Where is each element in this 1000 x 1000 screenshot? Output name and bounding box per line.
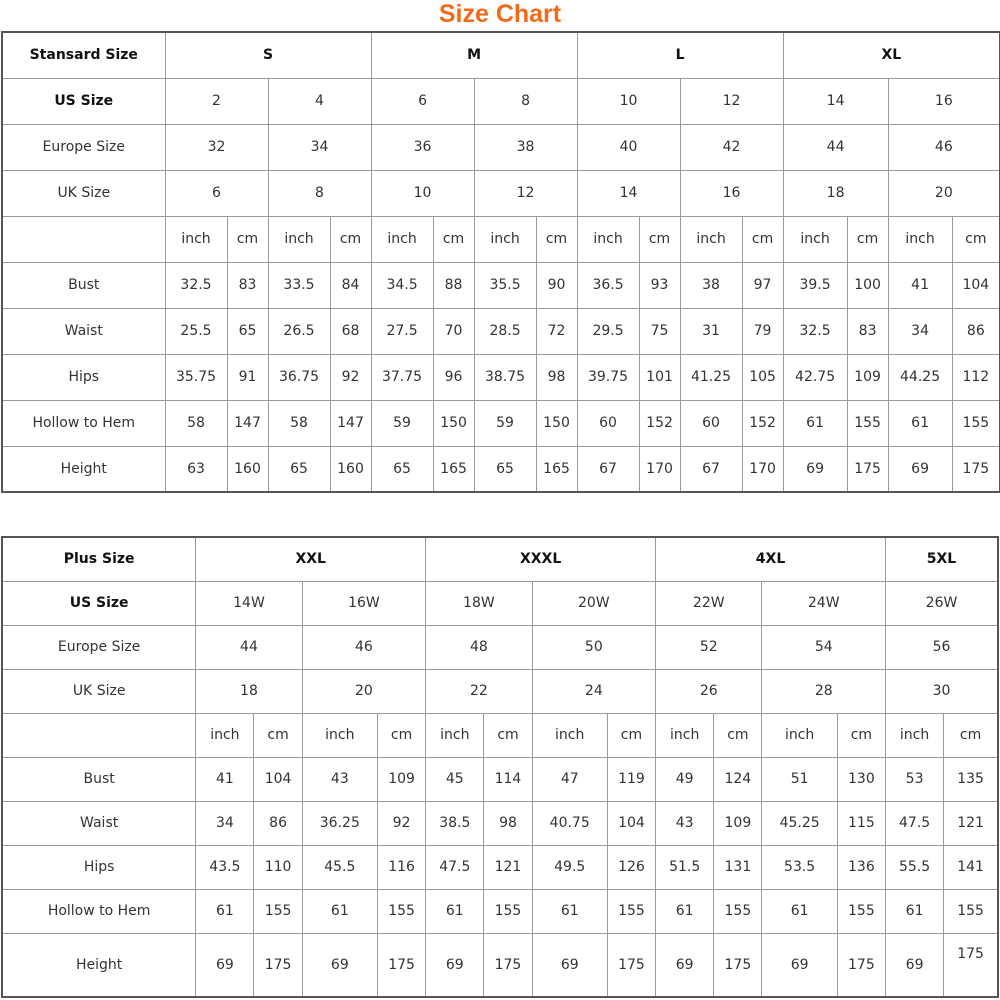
measurement-row bbox=[2, 308, 1000, 354]
measurement-value-cell: 58 bbox=[165, 400, 227, 446]
size-value-cell: 14 bbox=[783, 78, 888, 124]
measurement-value-cell: 61 bbox=[302, 889, 377, 933]
measurement-value-cell: 58 bbox=[268, 400, 330, 446]
measurement-row bbox=[2, 262, 1000, 308]
size-value-cell: 46 bbox=[302, 625, 426, 669]
size-value-cell: 18 bbox=[196, 669, 302, 713]
measurement-value-cell: 49.5 bbox=[532, 845, 607, 889]
measurement-value-cell: 83 bbox=[227, 262, 268, 308]
size-value-cell: 42 bbox=[680, 124, 783, 170]
measurement-value-cell: 170 bbox=[742, 446, 783, 492]
measurement-value-cell: 35.5 bbox=[474, 262, 536, 308]
measurement-label: Bust bbox=[2, 757, 196, 801]
measurement-label: Bust bbox=[2, 262, 165, 308]
unit-inch-header: inch bbox=[656, 713, 714, 757]
size-value-cell: 38 bbox=[474, 124, 577, 170]
measurement-value-cell: 28.5 bbox=[474, 308, 536, 354]
measurement-value-cell: 155 bbox=[952, 400, 1000, 446]
measurement-value-cell: 34 bbox=[888, 308, 952, 354]
row-label: Europe Size bbox=[2, 625, 196, 669]
size-value-cell: 6 bbox=[371, 78, 474, 124]
measurement-value-cell: 44.25 bbox=[888, 354, 952, 400]
measurement-value-cell: 100 bbox=[847, 262, 888, 308]
table-corner-label: Plus Size bbox=[2, 537, 196, 581]
measurement-value-cell: 53.5 bbox=[762, 845, 837, 889]
measurement-value-cell: 121 bbox=[944, 801, 998, 845]
measurement-value-cell: 42.75 bbox=[783, 354, 847, 400]
size-value-cell: 16 bbox=[680, 170, 783, 216]
measurement-value-cell: 150 bbox=[433, 400, 474, 446]
unit-inch-header: inch bbox=[426, 713, 484, 757]
unit-inch-header: inch bbox=[474, 216, 536, 262]
measurement-row bbox=[2, 757, 998, 801]
measurement-value-cell: 97 bbox=[742, 262, 783, 308]
measurement-value-cell: 39.75 bbox=[577, 354, 639, 400]
measurement-value-cell: 175 bbox=[607, 933, 655, 997]
row-label: UK Size bbox=[2, 170, 165, 216]
measurement-label: Hips bbox=[2, 845, 196, 889]
measurement-value-cell: 43.5 bbox=[196, 845, 254, 889]
unit-row-blank bbox=[2, 713, 196, 757]
measurement-value-cell: 45 bbox=[426, 757, 484, 801]
row-label: UK Size bbox=[2, 669, 196, 713]
measurement-value-cell: 114 bbox=[484, 757, 532, 801]
unit-inch-header: inch bbox=[783, 216, 847, 262]
measurement-value-cell: 61 bbox=[888, 400, 952, 446]
measurement-value-cell: 39.5 bbox=[783, 262, 847, 308]
size-value-cell: 8 bbox=[268, 170, 371, 216]
size-value-cell: 8 bbox=[474, 78, 577, 124]
measurement-value-cell: 165 bbox=[433, 446, 474, 492]
measurement-value-cell: 135 bbox=[944, 757, 998, 801]
size-row bbox=[2, 170, 1000, 216]
row-label: US Size bbox=[2, 78, 165, 124]
size-group-header: L bbox=[577, 32, 783, 78]
size-group-header: S bbox=[165, 32, 371, 78]
measurement-row bbox=[2, 933, 998, 997]
measurement-value-cell: 160 bbox=[330, 446, 371, 492]
measurement-value-cell: 90 bbox=[536, 262, 577, 308]
measurement-value-cell: 69 bbox=[196, 933, 254, 997]
measurement-value-cell: 49 bbox=[656, 757, 714, 801]
measurement-value-cell: 119 bbox=[607, 757, 655, 801]
measurement-value-cell: 47.5 bbox=[885, 801, 943, 845]
measurement-value-cell: 60 bbox=[577, 400, 639, 446]
measurement-value-cell: 175 bbox=[484, 933, 532, 997]
unit-cm-header: cm bbox=[837, 713, 885, 757]
measurement-value-cell: 155 bbox=[714, 889, 762, 933]
measurement-value-cell: 69 bbox=[783, 446, 847, 492]
size-row bbox=[2, 581, 998, 625]
measurement-value-cell: 61 bbox=[532, 889, 607, 933]
measurement-value-cell: 45.25 bbox=[762, 801, 837, 845]
size-value-cell: 2 bbox=[165, 78, 268, 124]
unit-row-blank bbox=[2, 216, 165, 262]
size-value-cell: 20 bbox=[888, 170, 1000, 216]
size-value-cell: 36 bbox=[371, 124, 474, 170]
measurement-label: Hips bbox=[2, 354, 165, 400]
size-value-cell: 50 bbox=[532, 625, 655, 669]
measurement-value-cell: 38.5 bbox=[426, 801, 484, 845]
measurement-value-cell: 147 bbox=[330, 400, 371, 446]
measurement-value-cell: 84 bbox=[330, 262, 371, 308]
size-group-header: XL bbox=[783, 32, 1000, 78]
measurement-value-cell: 83 bbox=[847, 308, 888, 354]
unit-header-row bbox=[2, 216, 1000, 262]
measurement-value-cell: 61 bbox=[885, 889, 943, 933]
measurement-label: Height bbox=[2, 933, 196, 997]
measurement-value-cell: 155 bbox=[254, 889, 302, 933]
measurement-value-cell: 67 bbox=[680, 446, 742, 492]
size-value-cell: 10 bbox=[577, 78, 680, 124]
size-group-header-row bbox=[2, 537, 998, 581]
unit-cm-header: cm bbox=[227, 216, 268, 262]
measurement-value-cell: 109 bbox=[847, 354, 888, 400]
measurement-value-cell: 69 bbox=[656, 933, 714, 997]
size-group-header: 4XL bbox=[656, 537, 886, 581]
measurement-value-cell: 38 bbox=[680, 262, 742, 308]
size-row bbox=[2, 625, 998, 669]
measurement-value-cell: 131 bbox=[714, 845, 762, 889]
size-group-header: M bbox=[371, 32, 577, 78]
measurement-value-cell: 59 bbox=[371, 400, 433, 446]
size-value-cell: 22W bbox=[656, 581, 762, 625]
measurement-value-cell: 130 bbox=[837, 757, 885, 801]
measurement-value-cell: 32.5 bbox=[165, 262, 227, 308]
measurement-value-cell: 61 bbox=[656, 889, 714, 933]
measurement-value-cell: 43 bbox=[656, 801, 714, 845]
unit-inch-header: inch bbox=[268, 216, 330, 262]
unit-inch-header: inch bbox=[196, 713, 254, 757]
measurement-value-cell: 61 bbox=[196, 889, 254, 933]
measurement-value-cell: 175 bbox=[254, 933, 302, 997]
size-value-cell: 44 bbox=[783, 124, 888, 170]
measurement-value-cell: 155 bbox=[377, 889, 425, 933]
measurement-value-cell: 35.75 bbox=[165, 354, 227, 400]
measurement-label: Hollow to Hem bbox=[2, 889, 196, 933]
measurement-value-cell: 92 bbox=[330, 354, 371, 400]
unit-inch-header: inch bbox=[165, 216, 227, 262]
measurement-value-cell: 69 bbox=[762, 933, 837, 997]
measurement-value-cell: 72 bbox=[536, 308, 577, 354]
unit-cm-header: cm bbox=[254, 713, 302, 757]
measurement-value-cell: 104 bbox=[607, 801, 655, 845]
unit-cm-header: cm bbox=[639, 216, 680, 262]
size-value-cell: 4 bbox=[268, 78, 371, 124]
measurement-value-cell: 36.75 bbox=[268, 354, 330, 400]
measurement-value-cell: 29.5 bbox=[577, 308, 639, 354]
unit-cm-header: cm bbox=[377, 713, 425, 757]
standard-size-table bbox=[1, 31, 1000, 493]
table-corner-label: Stansard Size bbox=[2, 32, 165, 78]
size-value-cell: 56 bbox=[885, 625, 998, 669]
unit-inch-header: inch bbox=[885, 713, 943, 757]
measurement-value-cell: 61 bbox=[762, 889, 837, 933]
size-value-cell: 10 bbox=[371, 170, 474, 216]
measurement-value-cell: 59 bbox=[474, 400, 536, 446]
page-title: Size Chart bbox=[438, 0, 562, 28]
measurement-value-cell: 175 bbox=[944, 933, 998, 997]
measurement-value-cell: 136 bbox=[837, 845, 885, 889]
size-value-cell: 54 bbox=[762, 625, 886, 669]
measurement-value-cell: 67 bbox=[577, 446, 639, 492]
measurement-value-cell: 40.75 bbox=[532, 801, 607, 845]
measurement-value-cell: 147 bbox=[227, 400, 268, 446]
measurement-value-cell: 155 bbox=[607, 889, 655, 933]
measurement-value-cell: 47.5 bbox=[426, 845, 484, 889]
size-value-cell: 14 bbox=[577, 170, 680, 216]
measurement-value-cell: 36.5 bbox=[577, 262, 639, 308]
measurement-value-cell: 155 bbox=[484, 889, 532, 933]
measurement-label: Hollow to Hem bbox=[2, 400, 165, 446]
measurement-value-cell: 110 bbox=[254, 845, 302, 889]
size-value-cell: 40 bbox=[577, 124, 680, 170]
measurement-value-cell: 33.5 bbox=[268, 262, 330, 308]
size-value-cell: 22 bbox=[426, 669, 532, 713]
size-value-cell: 20W bbox=[532, 581, 655, 625]
measurement-value-cell: 86 bbox=[952, 308, 1000, 354]
unit-cm-header: cm bbox=[484, 713, 532, 757]
measurement-value-cell: 98 bbox=[484, 801, 532, 845]
measurement-value-cell: 27.5 bbox=[371, 308, 433, 354]
measurement-value-cell: 60 bbox=[680, 400, 742, 446]
measurement-value-cell: 47 bbox=[532, 757, 607, 801]
measurement-value-cell: 65 bbox=[268, 446, 330, 492]
size-value-cell: 24 bbox=[532, 669, 655, 713]
measurement-value-cell: 41 bbox=[888, 262, 952, 308]
measurement-row bbox=[2, 446, 1000, 492]
measurement-value-cell: 98 bbox=[536, 354, 577, 400]
measurement-value-cell: 36.25 bbox=[302, 801, 377, 845]
measurement-value-cell: 63 bbox=[165, 446, 227, 492]
size-value-cell: 34 bbox=[268, 124, 371, 170]
measurement-value-cell: 160 bbox=[227, 446, 268, 492]
unit-inch-header: inch bbox=[762, 713, 837, 757]
measurement-value-cell: 115 bbox=[837, 801, 885, 845]
unit-inch-header: inch bbox=[577, 216, 639, 262]
measurement-value-cell: 152 bbox=[742, 400, 783, 446]
size-value-cell: 14W bbox=[196, 581, 302, 625]
measurement-value-cell: 101 bbox=[639, 354, 680, 400]
measurement-value-cell: 152 bbox=[639, 400, 680, 446]
measurement-label: Waist bbox=[2, 801, 196, 845]
unit-cm-header: cm bbox=[944, 713, 998, 757]
measurement-value-cell: 91 bbox=[227, 354, 268, 400]
size-value-cell: 12 bbox=[680, 78, 783, 124]
size-group-header-row bbox=[2, 32, 1000, 78]
unit-cm-header: cm bbox=[607, 713, 655, 757]
measurement-value-cell: 32.5 bbox=[783, 308, 847, 354]
size-group-header: XXL bbox=[196, 537, 426, 581]
measurement-value-cell: 121 bbox=[484, 845, 532, 889]
measurement-value-cell: 109 bbox=[377, 757, 425, 801]
measurement-value-cell: 155 bbox=[944, 889, 998, 933]
measurement-value-cell: 65 bbox=[474, 446, 536, 492]
row-label: US Size bbox=[2, 581, 196, 625]
measurement-value-cell: 61 bbox=[783, 400, 847, 446]
measurement-value-cell: 31 bbox=[680, 308, 742, 354]
measurement-value-cell: 25.5 bbox=[165, 308, 227, 354]
measurement-value-cell: 175 bbox=[952, 446, 1000, 492]
standard-size-table-body bbox=[2, 32, 1000, 492]
measurement-value-cell: 155 bbox=[837, 889, 885, 933]
measurement-value-cell: 75 bbox=[639, 308, 680, 354]
size-value-cell: 18W bbox=[426, 581, 532, 625]
measurement-value-cell: 175 bbox=[377, 933, 425, 997]
unit-cm-header: cm bbox=[330, 216, 371, 262]
size-value-cell: 16 bbox=[888, 78, 1000, 124]
measurement-value-cell: 175 bbox=[714, 933, 762, 997]
measurement-value-cell: 165 bbox=[536, 446, 577, 492]
measurement-value-cell: 65 bbox=[227, 308, 268, 354]
measurement-value-cell: 41.25 bbox=[680, 354, 742, 400]
measurement-value-cell: 51.5 bbox=[656, 845, 714, 889]
size-value-cell: 6 bbox=[165, 170, 268, 216]
measurement-row bbox=[2, 400, 1000, 446]
measurement-value-cell: 69 bbox=[302, 933, 377, 997]
measurement-value-cell: 175 bbox=[837, 933, 885, 997]
measurement-value-cell: 112 bbox=[952, 354, 1000, 400]
measurement-value-cell: 53 bbox=[885, 757, 943, 801]
size-value-cell: 28 bbox=[762, 669, 886, 713]
measurement-value-cell: 34.5 bbox=[371, 262, 433, 308]
size-row bbox=[2, 78, 1000, 124]
measurement-value-cell: 43 bbox=[302, 757, 377, 801]
size-group-header: XXXL bbox=[426, 537, 656, 581]
measurement-value-cell: 41 bbox=[196, 757, 254, 801]
measurement-value-cell: 92 bbox=[377, 801, 425, 845]
measurement-value-cell: 69 bbox=[532, 933, 607, 997]
unit-inch-header: inch bbox=[302, 713, 377, 757]
size-value-cell: 24W bbox=[762, 581, 886, 625]
measurement-label: Waist bbox=[2, 308, 165, 354]
measurement-value-cell: 65 bbox=[371, 446, 433, 492]
measurement-row bbox=[2, 354, 1000, 400]
measurement-value-cell: 70 bbox=[433, 308, 474, 354]
unit-inch-header: inch bbox=[532, 713, 607, 757]
size-value-cell: 18 bbox=[783, 170, 888, 216]
measurement-value-cell: 55.5 bbox=[885, 845, 943, 889]
unit-cm-header: cm bbox=[742, 216, 783, 262]
measurement-value-cell: 69 bbox=[888, 446, 952, 492]
measurement-value-cell: 86 bbox=[254, 801, 302, 845]
measurement-value-cell: 68 bbox=[330, 308, 371, 354]
size-value-cell: 12 bbox=[474, 170, 577, 216]
size-row bbox=[2, 124, 1000, 170]
measurement-value-cell: 175 bbox=[847, 446, 888, 492]
row-label: Europe Size bbox=[2, 124, 165, 170]
size-value-cell: 30 bbox=[885, 669, 998, 713]
size-value-cell: 26W bbox=[885, 581, 998, 625]
measurement-value-cell: 105 bbox=[742, 354, 783, 400]
measurement-value-cell: 124 bbox=[714, 757, 762, 801]
measurement-value-cell: 93 bbox=[639, 262, 680, 308]
measurement-value-cell: 170 bbox=[639, 446, 680, 492]
plus-size-table-body bbox=[2, 537, 998, 997]
measurement-value-cell: 34 bbox=[196, 801, 254, 845]
measurement-row bbox=[2, 889, 998, 933]
measurement-value-cell: 96 bbox=[433, 354, 474, 400]
measurement-value-cell: 150 bbox=[536, 400, 577, 446]
measurement-value-cell: 37.75 bbox=[371, 354, 433, 400]
measurement-value-cell: 61 bbox=[426, 889, 484, 933]
measurement-value-cell: 116 bbox=[377, 845, 425, 889]
measurement-value-cell: 38.75 bbox=[474, 354, 536, 400]
size-group-header: 5XL bbox=[885, 537, 998, 581]
size-value-cell: 20 bbox=[302, 669, 426, 713]
measurement-value-cell: 79 bbox=[742, 308, 783, 354]
measurement-label: Height bbox=[2, 446, 165, 492]
unit-header-row bbox=[2, 713, 998, 757]
measurement-value-cell: 155 bbox=[847, 400, 888, 446]
unit-inch-header: inch bbox=[680, 216, 742, 262]
measurement-value-cell: 26.5 bbox=[268, 308, 330, 354]
unit-cm-header: cm bbox=[714, 713, 762, 757]
measurement-row bbox=[2, 845, 998, 889]
measurement-row bbox=[2, 801, 998, 845]
size-value-cell: 48 bbox=[426, 625, 532, 669]
measurement-value-cell: 88 bbox=[433, 262, 474, 308]
plus-size-table bbox=[1, 536, 999, 998]
measurement-value-cell: 141 bbox=[944, 845, 998, 889]
measurement-value-cell: 109 bbox=[714, 801, 762, 845]
unit-cm-header: cm bbox=[847, 216, 888, 262]
size-value-cell: 52 bbox=[656, 625, 762, 669]
unit-inch-header: inch bbox=[888, 216, 952, 262]
measurement-value-cell: 45.5 bbox=[302, 845, 377, 889]
size-value-cell: 44 bbox=[196, 625, 302, 669]
measurement-value-cell: 69 bbox=[426, 933, 484, 997]
size-value-cell: 46 bbox=[888, 124, 1000, 170]
unit-inch-header: inch bbox=[371, 216, 433, 262]
unit-cm-header: cm bbox=[433, 216, 474, 262]
size-value-cell: 16W bbox=[302, 581, 426, 625]
unit-cm-header: cm bbox=[536, 216, 577, 262]
size-value-cell: 26 bbox=[656, 669, 762, 713]
size-value-cell: 32 bbox=[165, 124, 268, 170]
measurement-value-cell: 104 bbox=[952, 262, 1000, 308]
measurement-value-cell: 126 bbox=[607, 845, 655, 889]
measurement-value-cell: 69 bbox=[885, 933, 943, 997]
measurement-value-cell: 104 bbox=[254, 757, 302, 801]
size-row bbox=[2, 669, 998, 713]
unit-cm-header: cm bbox=[952, 216, 1000, 262]
measurement-value-cell: 51 bbox=[762, 757, 837, 801]
